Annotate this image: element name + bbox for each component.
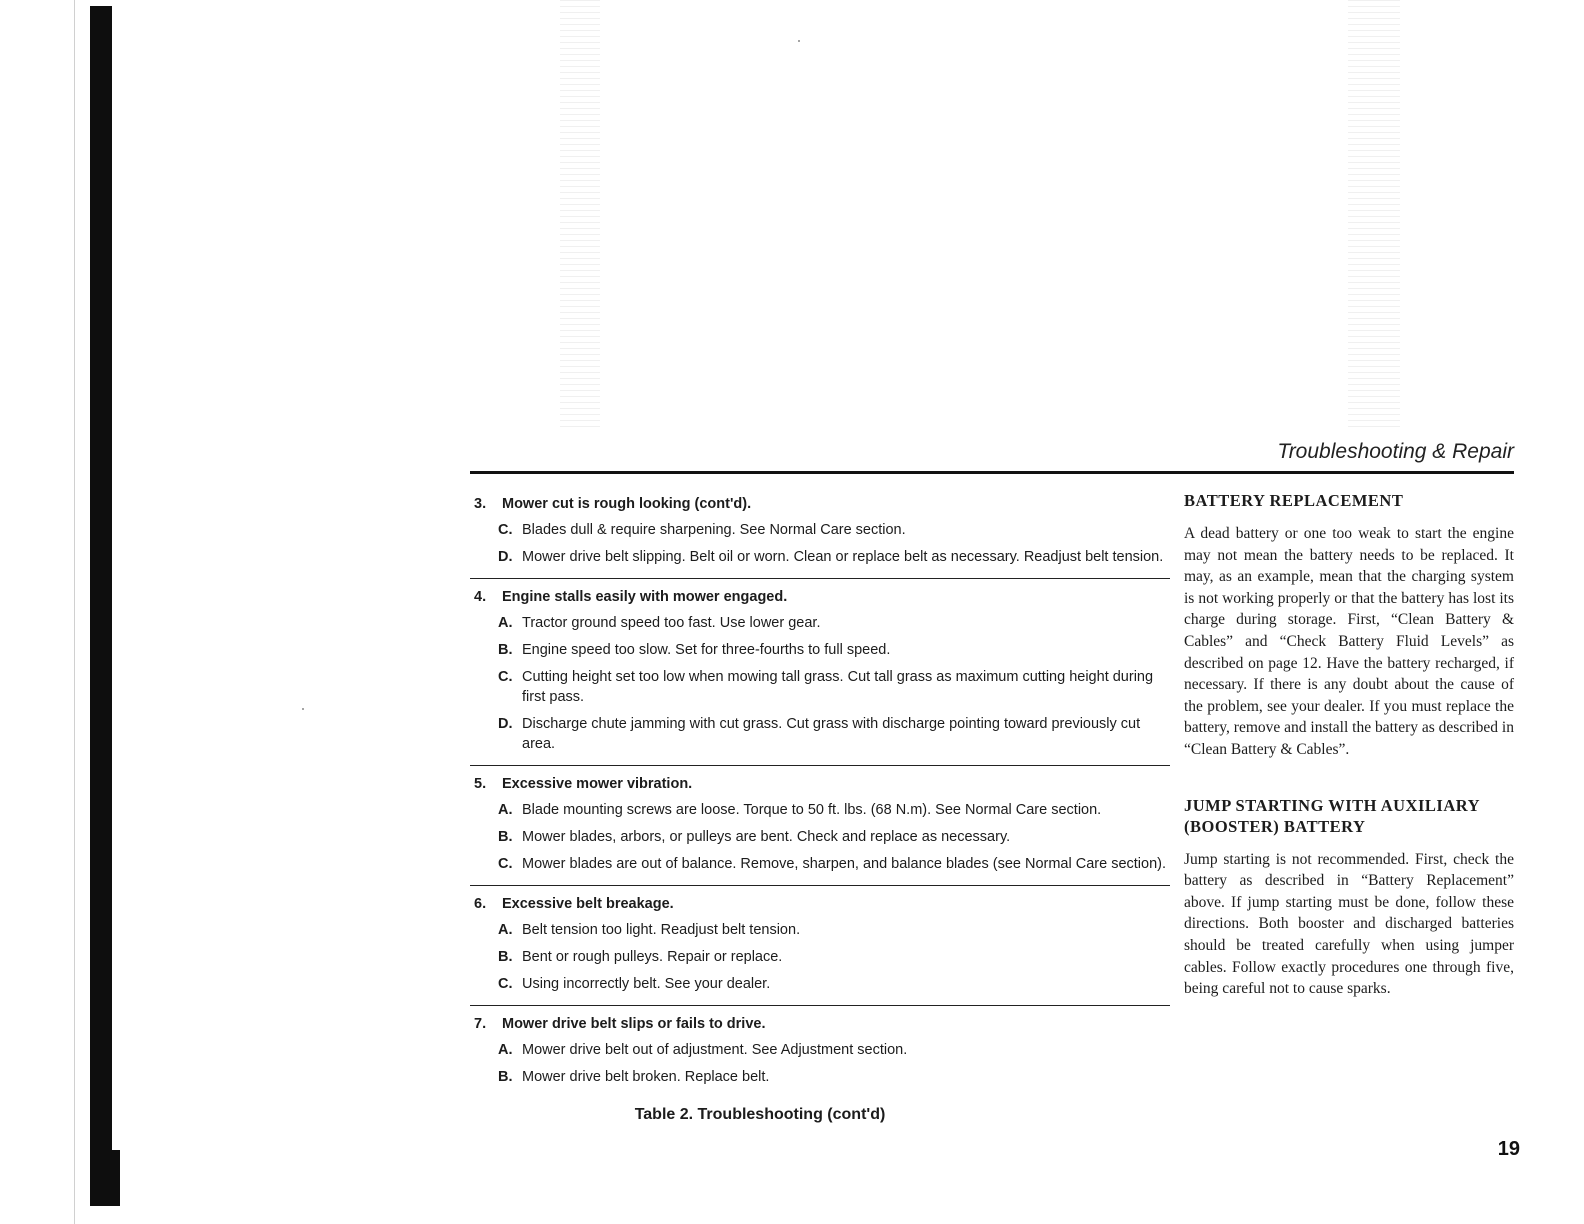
remedy-letter: A. (498, 802, 513, 818)
bleed-through-mark (560, 0, 600, 430)
problem-title: Mower drive belt slips or fails to drive. (502, 1016, 766, 1032)
remedy-item (498, 854, 1170, 874)
remedy-letter: C. (498, 976, 513, 992)
remedy-text: Tractor ground speed too fast. Use lower gear. (522, 615, 821, 631)
remedy-text: Mower drive belt slipping. Belt oil or worn. Clean or replace belt as necessary. Readjust belt tension. (522, 549, 1164, 565)
remedy-letter: B. (498, 949, 513, 965)
remedy-item (498, 1067, 1170, 1087)
remedy-text: Engine speed too slow. Set for three-fourths to full speed. (522, 642, 891, 658)
remedy-letter: D. (498, 549, 513, 565)
remedy-text: Discharge chute jamming with cut grass. Cut grass with discharge pointing toward previously cut area. (522, 716, 1141, 752)
problem-group (470, 1014, 1170, 1098)
problem-group (470, 894, 1170, 1006)
problem-number: 4. (474, 589, 487, 605)
problem-group (470, 587, 1170, 766)
problem-title: Mower cut is rough looking (cont'd). (502, 496, 752, 512)
binding-notch (112, 1150, 120, 1206)
problem-heading (470, 1014, 1170, 1034)
problem-heading (470, 587, 1170, 607)
remedy-item (498, 974, 1170, 994)
problem-number: 7. (474, 1016, 487, 1032)
scan-speck (798, 40, 800, 42)
remedy-letter: A. (498, 615, 513, 631)
remedy-letter: A. (498, 922, 513, 938)
remedy-item (498, 547, 1170, 567)
remedy-text: Cutting height set too low when mowing tall grass. Cut tall grass as maximum cutting height during first pass. (522, 669, 1154, 705)
text-column (1184, 490, 1514, 1034)
section-body: Jump starting is not recommended. First, check the battery as described in “Battery Replacement” above. If jump starting must be done, follow these directions. Both booster and discharged batteries should be treated carefully when using jumper cables. Follow exactly procedures one through five, being careful not to cause sparks. (1184, 850, 1514, 998)
remedy-letter: B. (498, 642, 513, 658)
remedy-letter: B. (498, 1069, 513, 1085)
problem-group (470, 494, 1170, 579)
remedy-item (498, 667, 1170, 707)
bleed-through-mark (1348, 0, 1400, 430)
problem-heading (470, 494, 1170, 514)
table-caption: Table 2. Troubleshooting (cont'd) (634, 1106, 886, 1123)
page-number: 19 (1497, 1138, 1520, 1160)
remedy-item (498, 520, 1170, 540)
remedy-letter: D. (498, 716, 513, 732)
header-rule (470, 471, 1514, 474)
troubleshooting-table (470, 490, 1170, 1124)
running-head: Troubleshooting & Repair (1277, 440, 1514, 463)
binding-edge-line (74, 0, 75, 1224)
remedy-item (498, 920, 1170, 940)
remedy-letter: C. (498, 856, 513, 872)
section-heading: JUMP STARTING WITH AUXILIARY (BOOSTER) BATTERY (1184, 795, 1480, 836)
problem-title: Engine stalls easily with mower engaged. (502, 589, 788, 605)
remedy-item (498, 640, 1170, 660)
problem-number: 6. (474, 896, 487, 912)
remedy-item (498, 714, 1170, 754)
remedy-item (498, 613, 1170, 633)
problem-heading (470, 894, 1170, 914)
remedy-item (498, 1040, 1170, 1060)
problem-heading (470, 774, 1170, 794)
remedy-text: Mower drive belt broken. Replace belt. (522, 1069, 770, 1085)
problem-number: 3. (474, 496, 487, 512)
remedy-letter: B. (498, 829, 513, 845)
remedy-text: Blades dull & require sharpening. See Normal Care section. (522, 522, 906, 538)
remedy-text: Mower blades are out of balance. Remove, sharpen, and balance blades (see Normal Care section). (522, 856, 1166, 872)
remedy-item (498, 800, 1170, 820)
remedy-letter: A. (498, 1042, 513, 1058)
remedy-text: Bent or rough pulleys. Repair or replace. (522, 949, 783, 965)
remedy-letter: C. (498, 669, 513, 685)
problem-number: 5. (474, 776, 487, 792)
remedy-text: Mower blades, arbors, or pulleys are bent. Check and replace as necessary. (522, 829, 1011, 845)
remedy-letter: C. (498, 522, 513, 538)
section-body: A dead battery or one too weak to start the engine may not mean the battery needs to be replaced. It may, as an example, mean that the charging system is not working properly or that the battery has lost its charge during storage. First, “Clean Battery & Cables” and “Check Battery Fluid Levels” as described on page 12. Have the battery recharged, if necessary. If there is any doubt about the cause of the problem, see your dealer. If you must replace the battery, remove and install the battery as described in “Clean Battery & Cables”. (1184, 525, 1514, 758)
problem-group (470, 774, 1170, 886)
remedy-item (498, 947, 1170, 967)
section-heading: BATTERY REPLACEMENT (1184, 491, 1404, 510)
remedy-text: Blade mounting screws are loose. Torque to 50 ft. lbs. (68 N.m). See Normal Care section. (522, 802, 1102, 818)
remedy-text: Belt tension too light. Readjust belt tension. (522, 922, 801, 938)
remedy-item (498, 827, 1170, 847)
problem-title: Excessive belt breakage. (502, 896, 674, 912)
remedy-text: Using incorrectly belt. See your dealer. (522, 976, 771, 992)
problem-title: Excessive mower vibration. (502, 776, 693, 792)
binding-spine (90, 6, 112, 1206)
scan-speck (302, 708, 304, 710)
remedy-text: Mower drive belt out of adjustment. See Adjustment section. (522, 1042, 908, 1058)
